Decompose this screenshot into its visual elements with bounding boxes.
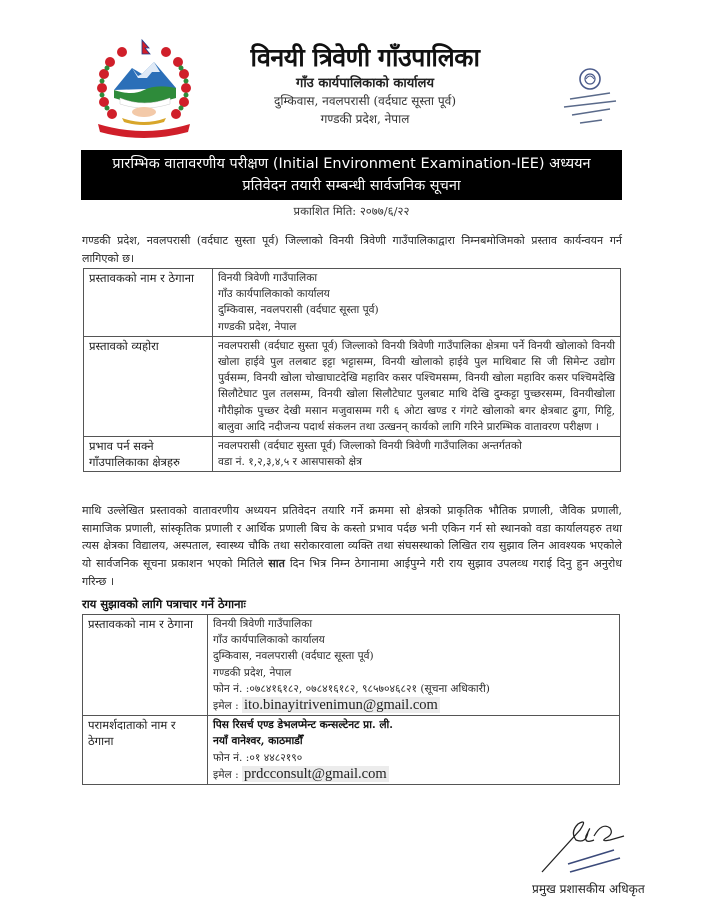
proponent-phone: फोन नं. :०७८४१६१८२, ०७८४१६१८२, ९८५७०४६८२१ (सूचना अधिकारी) [213, 682, 490, 695]
address-line: विनयी त्रिवेणी गाउँपालिका [218, 272, 318, 284]
table-row [84, 336, 621, 436]
affected-areas [213, 437, 621, 472]
contact-line: गण्डकी प्रदेश, नेपाल [213, 666, 292, 679]
officer-title: प्रमुख प्रशासकीय अधिकृत [532, 882, 645, 896]
published-date: प्रकाशित मिति: २०७७/६/२२ [293, 204, 410, 218]
consultant-name: पिस रिसर्च एण्ड डेभलप्मेन्ट कन्सल्टेनट प्रा. ली. [213, 719, 393, 732]
proponent-email-row [213, 697, 614, 714]
contact-line: गाँउ कार्यपालिकाको कार्यालय [213, 634, 325, 647]
table-row [83, 615, 620, 716]
header-address-line2: गण्डकी प्रदेश, नेपाल [320, 112, 410, 126]
table-row [83, 716, 620, 785]
municipality-seal-stamp [548, 65, 632, 141]
body-text-part1: माथि उल्लेखित प्रस्तावको वातावरणीय अध्ययन प्रतिवेदन तयारि गर्ने क्रममा सो क्षेत्रको प्राकृतिक भौतिक प्रणाली, जैविक प्रणाली, सामाजिक प्रणाली, सांस्कृतिक प्रणाली र आर्थिक प्रणाली बिच के कस्तो प्रभाव पर्दछ भनी एकिन गर्न सो स्थानको वडा कार्यालयहरु तथा त्यस क्षेत्रका विद्यालय, अस्पताल, स्वास्थ्य चौकि तथा सरोकारवाला व्यक्ति तथा संघसस्थाको लिखित राय सुझाव लिन आवश्यक भएकोले यो सार्वजनिक सूचना प्रकाशन भएको मितिले [82, 504, 622, 571]
body-text-part2: दिन भित्र निम्न ठेगानामा आईपुग्ने गरी राय सुझाव उपलव्ध गराई दिनु हुन अनुरोध गरिन्छ । [82, 557, 623, 588]
proponent-contact-label: प्रस्तावकको नाम र ठेगाना [83, 615, 208, 716]
address-line: दुम्किवास, नवलपरासी (वर्दघाट सूस्ता पूर्व) [218, 304, 379, 317]
proponent-contact [208, 615, 620, 716]
consultant-address: नयाँ वानेश्वर, काठमाडौँ [213, 735, 303, 748]
affected-areas-line: नवलपरासी (वर्दघाट सुस्ता पूर्व) जिल्लाको विनयी त्रिवेणी गाउँपालिका अन्तर्गतको [218, 440, 522, 453]
proposal-description: नवलपरासी (वर्दघाट सुस्ता पूर्व) जिल्लाको विनयी त्रिवेणी गाउँपालिका क्षेत्रमा पर्ने विनयी खोलाको विनयी खोला हाईवे पुल तलबाट इट्टा भट्टासम्म, विनयी खोलाको हाईवे पुल माथिबाट सि जी सिमेन्ट उद्योग पुर्वसम्म, विनयी खोला चोखाघाटदेखि महाविर कसर पश्चिमसम्म, विनयी खोला महाविर कसर पश्चिमदेखि सिलौटेघाट पुल तलसम्म, विनयी खोला सिलौटेघाट पुलबाट माथि देखि दुम्कट्टा पुच्छरसम्म, विनयीखोला गौरीझोक पुच्छर देखी मसान मजुवासम्म गरी ६ ओटा खण्ड र गंगटे खोलाको बगर क्षेत्रबाट ढुगा, गिट्टि, बालुवा आदि नदीजन्य पदार्थ संकलन तथा उत्खनन् कार्यको लागि गरिने प्रारम्भिक वातावरण परीक्षण । [213, 336, 621, 436]
officer-signature [530, 810, 640, 880]
proponent-label: प्रस्तावकको नाम र ठेगाना [84, 269, 213, 337]
proposal-description-label: प्रस्तावको व्यहोरा [84, 336, 213, 436]
email-label: इमेल : [213, 768, 239, 781]
proponent-email-link[interactable]: ito.binayitrivenimun@gmail.com [244, 697, 438, 714]
municipality-title: विनयी त्रिवेणी गाँउपालिका [250, 43, 480, 72]
project-info-table [83, 268, 621, 472]
address-line: गाँउ कार्यपालिकाको कार्यालय [218, 288, 330, 301]
contact-line: दुम्किवास, नवलपरासी (वर्दघाट सूस्ता पूर्व) [213, 650, 374, 663]
header-address-line1: दुम्किवास, नवलपरासी (वर्दघाट सूस्ता पूर्व) [273, 94, 456, 108]
contact-heading: राय सुझावको लागि पत्राचार गर्ने ठेगानाः [82, 597, 246, 611]
affected-areas-line: वडा नं. १,२,३,४,५ र आसपासको क्षेत्र [218, 456, 362, 469]
consultant-label: परामर्शदाताको नाम र ठेगाना [83, 716, 208, 785]
affected-areas-label: प्रभाव पर्न सक्ने गाँउपालिकाका क्षेत्रहरु [84, 437, 213, 472]
consultant-contact [208, 716, 620, 785]
table-row [84, 437, 621, 472]
nepal-emblem-logo [92, 38, 196, 138]
contact-line: विनयी त्रिवेणी गाउँपालिका [213, 618, 313, 630]
proponent-address [213, 269, 621, 337]
intro-paragraph: गण्डकी प्रदेश, नवलपरासी (वर्दघाट सुस्ता पूर्व) जिल्लाको विनयी त्रिवेणी गाउँपालिकाद्वारा निम्नबमोजिमको प्रस्ताव कार्यन्वयन गर्न लागिएको छ। [82, 234, 622, 265]
consultant-phone: फोन नं. :०१ ४४८२१९० [213, 751, 303, 764]
days-count-bold: सात [268, 557, 285, 571]
consultant-email-link[interactable]: prdcconsult@gmail.com [244, 765, 387, 782]
banner-line2: प्रतिवेदन तयारी सम्बन्धी सार्वजनिक सूचना [242, 178, 461, 194]
body-paragraph [82, 502, 622, 591]
office-subtitle: गाँउ कार्यपालिकाको कार्यालय [296, 76, 434, 91]
email-label: इमेल : [213, 700, 239, 713]
notice-title-banner [81, 150, 622, 200]
table-row [84, 269, 621, 337]
contact-address-table [82, 614, 620, 785]
consultant-email-row [213, 766, 614, 783]
banner-line1: प्रारम्भिक वातावरणीय परीक्षण (Initial Environment Examination-IEE) अध्ययन [112, 156, 591, 172]
address-line: गण्डकी प्रदेश, नेपाल [218, 320, 297, 333]
